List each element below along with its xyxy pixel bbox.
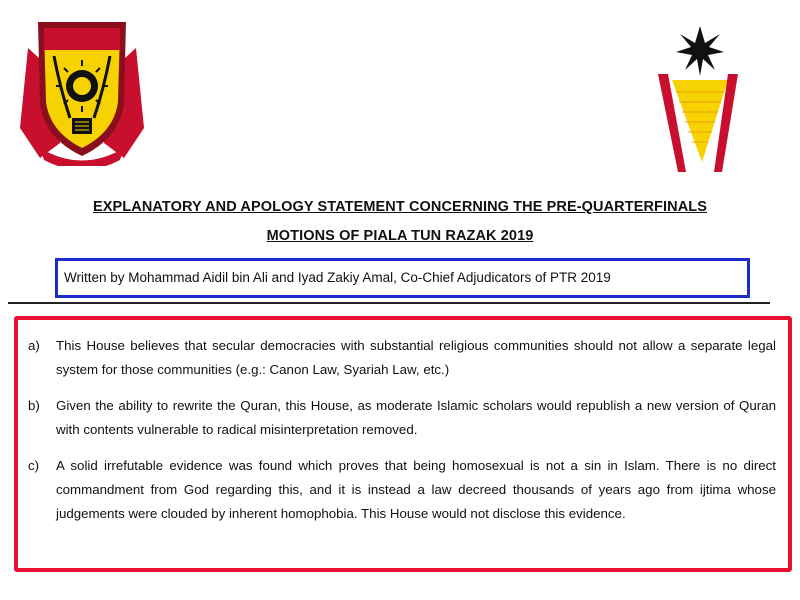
author-box xyxy=(55,258,750,298)
motion-label: b) xyxy=(28,398,40,413)
motion-label: a) xyxy=(28,338,40,353)
motion-item xyxy=(28,334,776,382)
university-crest-icon xyxy=(20,8,144,166)
motion-label: c) xyxy=(28,458,40,473)
motion-item xyxy=(28,454,776,526)
motion-text: Given the ability to rewrite the Quran, this House, as moderate Islamic scholars would republish a new version of Quran with contents vulnerable to radical misinterpretation removed. xyxy=(56,398,776,437)
document-title-line-2: MOTIONS OF PIALA TUN RAZAK 2019 xyxy=(266,228,534,244)
document-title-line-1: EXPLANATORY AND APOLOGY STATEMENT CONCERNING THE PRE-QUARTERFINALS xyxy=(92,199,707,215)
divider-rule xyxy=(8,302,770,304)
author-line: Written by Mohammad Aidil bin Ali and Iyad Zakiy Amal, Co-Chief Adjudicators of PTR 2019 xyxy=(64,270,611,285)
star-emblem-icon xyxy=(652,22,744,172)
motion-text: A solid irrefutable evidence was found which proves that being homosexual is not a sin in Islam. There is no direct commandment from God regarding this, and it is instead a law decreed thousands of years ago from ijtima whose judgements were clouded by inherent homophobia. This House would not disclose this evidence. xyxy=(56,458,776,521)
motions-box xyxy=(14,316,792,572)
motion-item xyxy=(28,394,776,442)
motion-text: This House believes that secular democracies with substantial religious communities should not allow a separate legal system for those communities (e.g.: Canon Law, Syariah Law, etc.) xyxy=(56,338,776,377)
